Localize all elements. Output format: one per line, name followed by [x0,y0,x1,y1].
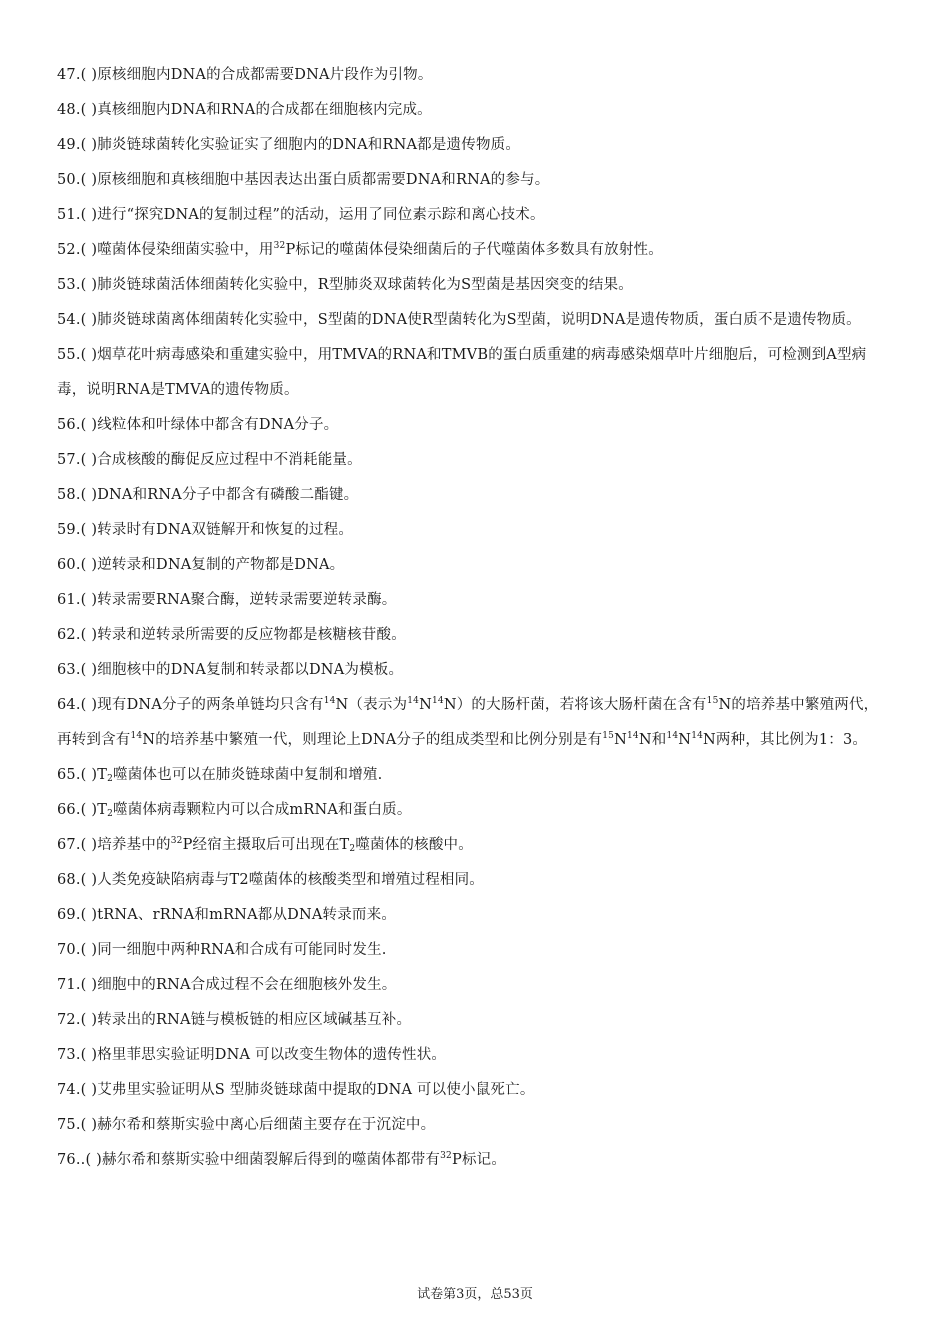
answer-blank[interactable]: ( ) [80,627,98,643]
question-text: 细胞核中的DNA复制和转录都以DNA为模板。 [97,662,404,678]
subscript: 2 [349,844,356,854]
answer-blank[interactable]: ( ) [80,487,98,503]
answer-blank[interactable]: ( ) [80,802,98,818]
question-number: 67. [57,837,81,853]
question-text: N [419,697,432,713]
question-text: 原核细胞内DNA的合成都需要DNA片段作为引物。 [97,67,433,83]
superscript: 14 [431,696,444,706]
question-number: 55. [57,347,81,363]
superscript: 14 [323,696,336,706]
question-text: 逆转录和DNA复制的产物都是DNA。 [97,557,345,573]
question-number: 76.. [57,1152,86,1168]
question-number: 75. [57,1117,81,1133]
question-item [57,1073,893,1108]
superscript: 14 [407,696,420,706]
question-item [57,1108,893,1143]
question-item [57,163,893,198]
answer-blank[interactable]: ( ) [80,837,98,853]
question-item [57,933,893,968]
question-item [57,338,893,408]
answer-blank[interactable]: ( ) [85,1152,103,1168]
question-text: 原核细胞和真核细胞中基因表达出蛋白质都需要DNA和RNA的参与。 [97,172,550,188]
answer-blank[interactable]: ( ) [80,1082,98,1098]
answer-blank[interactable]: ( ) [80,522,98,538]
question-number: 73. [57,1047,81,1063]
answer-blank[interactable]: ( ) [80,977,98,993]
answer-blank[interactable]: ( ) [80,417,98,433]
page-footer: 试卷第3页，总53页 [417,1287,533,1302]
question-text: N（表示为 [335,697,408,713]
question-item [57,513,893,548]
question-text: 真核细胞内DNA和RNA的合成都在细胞核内完成。 [97,102,432,118]
question-number: 48. [57,102,81,118]
answer-blank[interactable]: ( ) [80,137,98,153]
answer-blank[interactable]: ( ) [80,67,98,83]
question-text: N的培养基中繁殖两代，再转到含有 [57,697,879,748]
question-text: N [678,732,692,748]
question-item [57,968,893,1003]
question-number: 62. [57,627,81,643]
question-text: 格里菲思实验证明DNA 可以改变生物体的遗传性状。 [97,1047,447,1063]
question-item [57,863,893,898]
question-text: 细胞中的RNA合成过程不会在细胞核外发生。 [97,977,397,993]
question-text: 转录时有DNA双链解开和恢复的过程。 [97,522,354,538]
question-text: 转录需要RNA聚合酶，逆转录需要逆转录酶。 [97,592,397,608]
question-number: 69. [57,907,81,923]
question-number: 66. [57,802,81,818]
answer-blank[interactable]: ( ) [80,767,98,783]
question-number: 74. [57,1082,81,1098]
question-text: 艾弗里实验证明从S 型肺炎链球菌中提取的DNA 可以使小鼠死亡。 [97,1082,535,1098]
question-item [57,688,893,758]
superscript: 32 [170,836,183,846]
question-text: T [97,802,108,818]
answer-blank[interactable]: ( ) [80,172,98,188]
question-item [57,898,893,933]
question-item [57,198,893,233]
answer-blank[interactable]: ( ) [80,102,98,118]
question-text: 线粒体和叶绿体中都含有DNA分子。 [97,417,339,433]
answer-blank[interactable]: ( ) [80,347,98,363]
question-text: 转录和逆转录所需要的反应物都是核糖核苷酸。 [97,627,406,643]
question-item [57,618,893,653]
answer-blank[interactable]: ( ) [80,592,98,608]
question-number: 68. [57,872,81,888]
question-text: T [97,767,108,783]
question-number: 52. [57,242,81,258]
question-number: 56. [57,417,81,433]
question-number: 51. [57,207,81,223]
question-text: N和 [638,732,667,748]
subscript: 2 [107,774,114,784]
question-text: 赫尔希和蔡斯实验中离心后细菌主要存在于沉淀中。 [97,1117,436,1133]
question-text: N [614,732,627,748]
question-item [57,1038,893,1073]
question-text: 进行“探究DNA的复制过程”的活动，运用了同位素示踪和离心技术。 [97,207,545,223]
question-text: 合成核酸的酶促反应过程中不消耗能量。 [97,452,362,468]
question-number: 50. [57,172,81,188]
question-text: 培养基中的 [97,837,171,853]
question-text: 烟草花叶病毒感染和重建实验中，用TMVA的RNA和TMVB的蛋白质重建的病毒感染烟草叶片细胞后，可检测到A型病毒，说明RNA是TMVA的遗传物质。 [57,347,867,398]
question-number: 65. [57,767,81,783]
question-text: 噬菌体病毒颗粒内可以合成mRNA和蛋白质。 [113,802,412,818]
answer-blank[interactable]: ( ) [80,1047,98,1063]
subscript: 2 [107,809,114,819]
question-number: 57. [57,452,81,468]
superscript: 14 [130,731,143,741]
question-number: 49. [57,137,81,153]
question-text: 现有DNA分子的两条单链均只含有 [97,697,324,713]
question-text: 肺炎链球菌活体细菌转化实验中，R型肺炎双球菌转化为S型菌是基因突变的结果。 [97,277,633,293]
question-text: 同一细胞中两种RNA和合成有可能同时发生. [97,942,387,958]
answer-blank[interactable]: ( ) [80,872,98,888]
superscript: 15 [602,731,615,741]
question-item [57,548,893,583]
question-number: 72. [57,1012,81,1028]
question-number: 59. [57,522,81,538]
question-item [57,58,893,93]
question-number: 61. [57,592,81,608]
question-text: N）的大肠杆菌，若将该大肠杆菌在含有 [443,697,707,713]
question-text: P经宿主摄取后可出现在T [182,837,350,853]
question-item [57,828,893,863]
answer-blank[interactable]: ( ) [80,907,98,923]
question-number: 63. [57,662,81,678]
question-text: DNA和RNA分子中都含有磷酸二酯键。 [97,487,359,503]
superscript: 14 [691,731,704,741]
question-text: 转录出的RNA链与模板链的相应区域碱基互补。 [97,1012,412,1028]
answer-blank[interactable]: ( ) [80,557,98,573]
question-number: 53. [57,277,81,293]
question-number: 60. [57,557,81,573]
question-item [57,443,893,478]
superscript: 32 [273,241,286,251]
superscript: 32 [440,1151,452,1161]
question-number: 54. [57,312,81,328]
answer-blank[interactable]: ( ) [80,662,98,678]
question-number: 71. [57,977,81,993]
question-text: 噬菌体也可以在肺炎链球菌中复制和增殖. [113,767,383,783]
question-item [57,93,893,128]
question-text: 人类免疫缺陷病毒与T2噬菌体的核酸类型和增殖过程相同。 [97,872,484,888]
answer-blank[interactable]: ( ) [80,242,98,258]
question-item [57,653,893,688]
question-text: P标记。 [451,1152,507,1168]
superscript: 14 [666,731,679,741]
question-item [57,303,893,338]
question-text: tRNA、rRNA和mRNA都从DNA转录而来。 [97,907,397,923]
question-number: 47. [57,67,81,83]
question-item [57,268,893,303]
question-item [57,128,893,163]
question-text: 赫尔希和蔡斯实验中细菌裂解后得到的噬菌体都带有 [102,1152,441,1168]
question-item [57,793,893,828]
question-text: 噬菌体的核酸中。 [355,837,473,853]
superscript: 14 [626,731,639,741]
question-item [57,758,893,793]
question-item [57,1143,893,1178]
answer-blank[interactable]: ( ) [80,277,98,293]
question-item [57,583,893,618]
answer-blank[interactable]: ( ) [80,697,98,713]
question-list [57,58,893,1178]
question-item [57,233,893,268]
answer-blank[interactable]: ( ) [80,1117,98,1133]
question-number: 70. [57,942,81,958]
question-text: 噬菌体侵染细菌实验中，用 [97,242,274,258]
question-number: 64. [57,697,81,713]
superscript: 15 [706,696,719,706]
question-text: N两种，其比例为1：3。 [703,732,868,748]
question-text: N的培养基中繁殖一代，则理论上DNA分子的组成类型和比例分别是有 [142,732,603,748]
answer-blank[interactable]: ( ) [80,207,98,223]
question-text: 肺炎链球菌离体细菌转化实验中，S型菌的DNA使R型菌转化为S型菌，说明DNA是遗传物质，蛋白质不是遗传物质。 [97,312,861,328]
answer-blank[interactable]: ( ) [80,312,98,328]
question-number: 58. [57,487,81,503]
answer-blank[interactable]: ( ) [80,452,98,468]
answer-blank[interactable]: ( ) [80,1012,98,1028]
question-item [57,1003,893,1038]
question-item [57,478,893,513]
answer-blank[interactable]: ( ) [80,942,98,958]
question-text: 肺炎链球菌转化实验证实了细胞内的DNA和RNA都是遗传物质。 [97,137,521,153]
question-item [57,408,893,443]
question-text: P标记的噬菌体侵染细菌后的子代噬菌体多数具有放射性。 [285,242,663,258]
